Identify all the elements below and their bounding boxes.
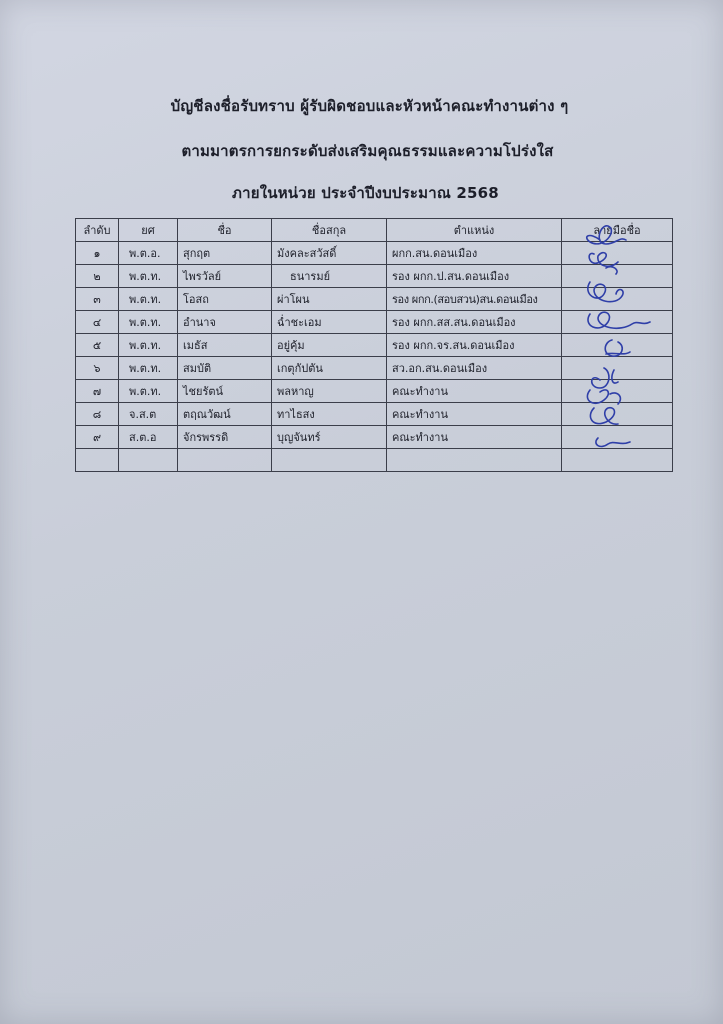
cell-rank: พ.ต.ท.: [119, 380, 178, 403]
title-line-3: ภายในหน่วย ประจำปีงบประมาณ 2568: [232, 184, 499, 202]
cell-position: ผกก.สน.ดอนเมือง: [387, 242, 562, 265]
header-first-name: ชื่อ: [178, 219, 272, 242]
cell-rank: พ.ต.อ.: [119, 242, 178, 265]
cell-surname: ผ่าโผน: [272, 288, 387, 311]
header-order: ลำดับ: [76, 219, 119, 242]
cell-position: คณะทำงาน: [387, 403, 562, 426]
cell-rank: พ.ต.ท.: [119, 334, 178, 357]
cell-first-name: ไพรวัลย์: [178, 265, 272, 288]
cell-signature: [562, 311, 673, 334]
table-row-empty: [76, 449, 673, 472]
header-surname: ชื่อสกุล: [272, 219, 387, 242]
cell-first-name: ตฤณวัฒน์: [178, 403, 272, 426]
cell-position: สว.อก.สน.ดอนเมือง: [387, 357, 562, 380]
table-row: [76, 311, 673, 334]
cell-first-name: อำนาจ: [178, 311, 272, 334]
header-position: ตำแหน่ง: [387, 219, 562, 242]
cell-first-name: โอสถ: [178, 288, 272, 311]
cell-order: ๗: [76, 380, 119, 403]
cell-first-name: สมบัติ: [178, 357, 272, 380]
signature-roster-table: [75, 218, 673, 472]
cell-position: คณะทำงาน: [387, 426, 562, 449]
table-row: [76, 334, 673, 357]
table-row: [76, 380, 673, 403]
cell-surname: อยู่คุ้ม: [272, 334, 387, 357]
cell-order: [76, 449, 119, 472]
cell-surname: พลหาญ: [272, 380, 387, 403]
cell-rank: [119, 449, 178, 472]
cell-signature: [562, 242, 673, 265]
cell-surname: เกตุกัปตัน: [272, 357, 387, 380]
cell-order: ๖: [76, 357, 119, 380]
table-header-row: [76, 219, 673, 242]
cell-position: รอง ผกก.(สอบสวน)สน.ดอนเมือง: [387, 288, 562, 311]
cell-surname: บุญจันทร์: [272, 426, 387, 449]
table-row: [76, 288, 673, 311]
cell-first-name: เมธัส: [178, 334, 272, 357]
cell-signature: [562, 357, 673, 380]
header-signature: ลายมือชื่อ: [562, 219, 673, 242]
table-row: [76, 265, 673, 288]
cell-rank: พ.ต.ท.: [119, 288, 178, 311]
title-line-1: บัญชีลงชื่อรับทราบ ผู้รับผิดชอบและหัวหน้าคณะทำงานต่าง ๆ: [170, 97, 569, 115]
cell-rank: พ.ต.ท.: [119, 265, 178, 288]
cell-signature: [562, 265, 673, 288]
cell-signature: [562, 426, 673, 449]
cell-order: ๔: [76, 311, 119, 334]
cell-signature: [562, 403, 673, 426]
cell-surname: ทาไธสง: [272, 403, 387, 426]
table-row: [76, 403, 673, 426]
cell-surname: ฉ่ำชะเอม: [272, 311, 387, 334]
cell-first-name: สุกฤต: [178, 242, 272, 265]
cell-order: ๑: [76, 242, 119, 265]
cell-position: รอง ผกก.สส.สน.ดอนเมือง: [387, 311, 562, 334]
table-row: [76, 357, 673, 380]
cell-signature: [562, 449, 673, 472]
cell-order: ๒: [76, 265, 119, 288]
header-rank: ยศ: [119, 219, 178, 242]
cell-position: คณะทำงาน: [387, 380, 562, 403]
cell-position: รอง ผกก.จร.สน.ดอนเมือง: [387, 334, 562, 357]
cell-surname: ธนารมย์: [272, 265, 387, 288]
cell-rank: พ.ต.ท.: [119, 357, 178, 380]
cell-order: ๘: [76, 403, 119, 426]
cell-first-name: จักรพรรดิ: [178, 426, 272, 449]
cell-order: ๓: [76, 288, 119, 311]
cell-first-name: [178, 449, 272, 472]
title-line-2: ตามมาตรการยกระดับส่งเสริมคุณธรรมและความโปร่งใส: [181, 142, 554, 160]
cell-rank: พ.ต.ท.: [119, 311, 178, 334]
cell-surname: มังคละสวัสดิ์: [272, 242, 387, 265]
cell-position: รอง ผกก.ป.สน.ดอนเมือง: [387, 265, 562, 288]
cell-signature: [562, 334, 673, 357]
cell-rank: จ.ส.ต: [119, 403, 178, 426]
cell-first-name: ไชยรัตน์: [178, 380, 272, 403]
cell-rank: ส.ต.อ: [119, 426, 178, 449]
cell-signature: [562, 288, 673, 311]
cell-order: ๕: [76, 334, 119, 357]
table-row: [76, 242, 673, 265]
cell-position: [387, 449, 562, 472]
cell-order: ๙: [76, 426, 119, 449]
cell-surname: [272, 449, 387, 472]
table-row: [76, 426, 673, 449]
cell-signature: [562, 380, 673, 403]
